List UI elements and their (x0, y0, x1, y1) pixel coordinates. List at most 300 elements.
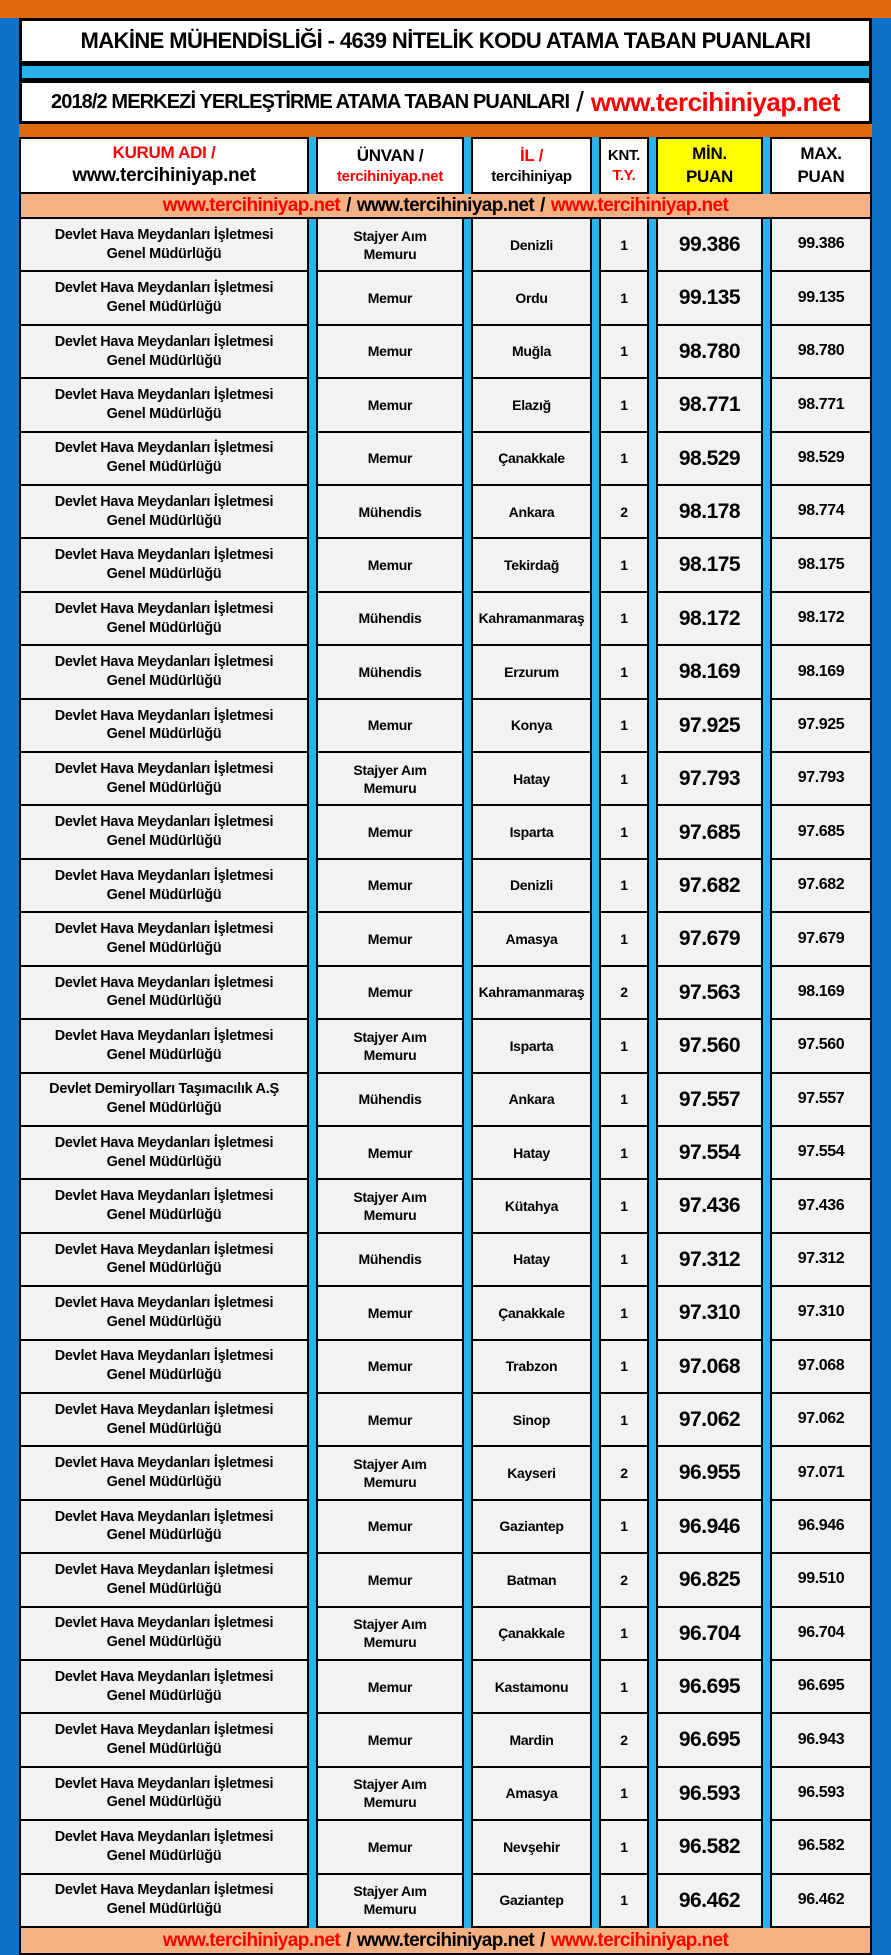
cell-unvan: Stajyer Aım Memuru (316, 219, 464, 272)
table-row (19, 1768, 872, 1821)
table-body (19, 219, 872, 1928)
subtitle-site-link[interactable]: www.tercihiniyap.net (590, 86, 840, 117)
banner-url-1[interactable]: www.tercihiniyap.net (162, 194, 341, 216)
kurum-line2: Genel Müdürlüğü (106, 1367, 222, 1384)
cell-max-puan: 97.071 (770, 1447, 872, 1500)
kurum-line2: Genel Müdürlüğü (106, 833, 222, 850)
header-min-line2: PUAN (686, 166, 733, 186)
cell-il: Ankara (471, 486, 592, 539)
cell-knt: 2 (599, 967, 649, 1020)
table-row (19, 1127, 872, 1180)
left-blue-strip (0, 18, 19, 1955)
cell-max-puan: 98.780 (770, 326, 872, 379)
cell-il: Ankara (471, 1074, 592, 1127)
bottom-site-banner (19, 1928, 872, 1955)
cell-min-puan: 96.955 (656, 1447, 763, 1500)
cell-kurum-adi (19, 1074, 309, 1127)
table-row (19, 700, 872, 753)
cell-max-puan: 97.793 (770, 753, 872, 806)
cell-il: Çanakkale (471, 1287, 592, 1340)
cell-max-puan: 97.436 (770, 1180, 872, 1233)
scores-table (19, 137, 872, 1955)
cell-il: Batman (471, 1554, 592, 1607)
kurum-line1: Devlet Hava Meydanları İşletmesi (54, 867, 274, 884)
cell-max-puan: 99.135 (770, 272, 872, 325)
outer-frame (0, 18, 891, 1955)
table-row (19, 433, 872, 486)
cell-unvan: Stajyer Aım Memuru (316, 1180, 464, 1233)
header-unvan (316, 137, 464, 194)
cell-max-puan: 97.560 (770, 1020, 872, 1073)
kurum-line1: Devlet Hava Meydanları İşletmesi (54, 493, 274, 510)
cell-unvan: Memur (316, 1394, 464, 1447)
cell-unvan: Memur (316, 1714, 464, 1767)
kurum-line2: Genel Müdürlüğü (106, 405, 222, 422)
cell-max-puan: 97.068 (770, 1341, 872, 1394)
cell-knt: 1 (599, 806, 649, 859)
kurum-line1: Devlet Hava Meydanları İşletmesi (54, 974, 274, 991)
table-row (19, 860, 872, 913)
kurum-line1: Devlet Hava Meydanları İşletmesi (54, 440, 274, 457)
cell-min-puan: 96.825 (656, 1554, 763, 1607)
cell-knt: 1 (599, 1234, 649, 1287)
kurum-line2: Genel Müdürlüğü (106, 1260, 222, 1277)
cell-min-puan: 97.793 (656, 753, 763, 806)
cell-min-puan: 98.178 (656, 486, 763, 539)
kurum-line2: Genel Müdürlüğü (106, 352, 222, 369)
kurum-line1: Devlet Hava Meydanları İşletmesi (54, 707, 274, 724)
cell-max-puan: 99.386 (770, 219, 872, 272)
right-blue-strip (872, 18, 891, 1955)
kurum-line1: Devlet Hava Meydanları İşletmesi (54, 1508, 274, 1525)
footer-url-2[interactable]: www.tercihiniyap.net (356, 1929, 535, 1951)
cell-min-puan: 98.771 (656, 379, 763, 432)
cell-kurum-adi (19, 700, 309, 753)
cell-knt: 1 (599, 1821, 649, 1874)
table-row (19, 379, 872, 432)
table-row (19, 1447, 872, 1500)
cell-il: Kahramanmaraş (471, 593, 592, 646)
cell-min-puan: 98.172 (656, 593, 763, 646)
cell-max-puan: 97.310 (770, 1287, 872, 1340)
cell-unvan: Memur (316, 433, 464, 486)
cell-unvan: Memur (316, 379, 464, 432)
cell-knt: 2 (599, 1714, 649, 1767)
kurum-line2: Genel Müdürlüğü (106, 1580, 222, 1597)
cell-knt: 1 (599, 1341, 649, 1394)
kurum-line2: Genel Müdürlüğü (106, 672, 222, 689)
cell-max-puan: 97.062 (770, 1394, 872, 1447)
kurum-line2: Genel Müdürlüğü (106, 886, 222, 903)
kurum-line2: Genel Müdürlüğü (106, 1687, 222, 1704)
cell-min-puan: 98.780 (656, 326, 763, 379)
header-max-line1: MAX. (800, 144, 842, 164)
cell-il: Hatay (471, 1234, 592, 1287)
cell-unvan: Memur (316, 806, 464, 859)
cell-min-puan: 96.946 (656, 1501, 763, 1554)
page-title-text: MAKİNE MÜHENDİSLİĞİ - 4639 NİTELİK KODU ATAMA TABAN PUANLARI (80, 28, 811, 53)
cell-min-puan: 99.386 (656, 219, 763, 272)
top-site-banner (19, 194, 872, 219)
cell-max-puan: 96.582 (770, 1821, 872, 1874)
kurum-line1: Devlet Hava Meydanları İşletmesi (54, 760, 274, 777)
cell-kurum-adi (19, 860, 309, 913)
cell-max-puan: 98.172 (770, 593, 872, 646)
header-unvan-line1: ÜNVAN / (356, 145, 424, 165)
cell-kurum-adi (19, 1180, 309, 1233)
cell-il: Hatay (471, 753, 592, 806)
table-row (19, 1661, 872, 1714)
cell-il: Kahramanmaraş (471, 967, 592, 1020)
footer-url-3[interactable]: www.tercihiniyap.net (550, 1929, 729, 1951)
cell-unvan: Mühendis (316, 486, 464, 539)
kurum-line2: Genel Müdürlüğü (106, 779, 222, 796)
cell-kurum-adi (19, 1714, 309, 1767)
cell-unvan: Memur (316, 539, 464, 592)
kurum-line2: Genel Müdürlüğü (106, 299, 222, 316)
kurum-line1: Devlet Hava Meydanları İşletmesi (54, 387, 274, 404)
cell-knt: 1 (599, 326, 649, 379)
cell-unvan: Stajyer Aım Memuru (316, 1875, 464, 1928)
kurum-line2: Genel Müdürlüğü (106, 726, 222, 743)
cell-kurum-adi (19, 913, 309, 966)
kurum-line2: Genel Müdürlüğü (106, 993, 222, 1010)
header-max-line2: PUAN (797, 166, 845, 186)
kurum-line1: Devlet Hava Meydanları İşletmesi (54, 1294, 274, 1311)
cell-min-puan: 97.685 (656, 806, 763, 859)
cell-knt: 1 (599, 700, 649, 753)
kurum-line1: Devlet Hava Meydanları İşletmesi (54, 1134, 274, 1151)
cell-min-puan: 97.679 (656, 913, 763, 966)
kurum-line1: Devlet Hava Meydanları İşletmesi (54, 1027, 274, 1044)
banner-url-2[interactable]: www.tercihiniyap.net (356, 194, 535, 216)
cell-knt: 1 (599, 1608, 649, 1661)
kurum-line1: Devlet Hava Meydanları İşletmesi (54, 1722, 274, 1739)
kurum-line1: Devlet Hava Meydanları İşletmesi (54, 600, 274, 617)
cell-unvan: Memur (316, 1287, 464, 1340)
page-subtitle (19, 81, 872, 124)
cell-kurum-adi (19, 1234, 309, 1287)
cell-max-puan: 97.312 (770, 1234, 872, 1287)
cell-unvan: Mühendis (316, 1234, 464, 1287)
page-title (19, 18, 872, 64)
header-min-line1: MİN. (692, 144, 727, 164)
cell-unvan: Memur (316, 326, 464, 379)
cell-knt: 1 (599, 753, 649, 806)
cyan-divider-band (19, 64, 872, 81)
cell-knt: 1 (599, 219, 649, 272)
header-knt-line2: T.Y. (612, 166, 636, 184)
cell-knt: 1 (599, 539, 649, 592)
footer-url-1[interactable]: www.tercihiniyap.net (162, 1929, 341, 1951)
kurum-line1: Devlet Hava Meydanları İşletmesi (54, 1348, 274, 1365)
cell-min-puan: 97.068 (656, 1341, 763, 1394)
cell-max-puan: 98.169 (770, 967, 872, 1020)
kurum-line1: Devlet Hava Meydanları İşletmesi (54, 547, 274, 564)
kurum-line2: Genel Müdürlüğü (106, 459, 222, 476)
table-row (19, 272, 872, 325)
header-min-puan (656, 137, 763, 194)
orange-divider-band (19, 124, 872, 137)
cell-knt: 1 (599, 1287, 649, 1340)
table-row (19, 1875, 872, 1928)
cell-min-puan: 96.695 (656, 1714, 763, 1767)
table-row (19, 486, 872, 539)
cell-il: Denizli (471, 860, 592, 913)
cell-il: Mardin (471, 1714, 592, 1767)
header-il (471, 137, 592, 194)
kurum-line1: Devlet Hava Meydanları İşletmesi (54, 1401, 274, 1418)
cell-kurum-adi (19, 539, 309, 592)
cell-max-puan: 97.925 (770, 700, 872, 753)
cell-kurum-adi (19, 1661, 309, 1714)
subtitle-label: 2018/2 MERKEZİ YERLEŞTİRME ATAMA TABAN PUANLARI (51, 90, 570, 113)
kurum-line2: Genel Müdürlüğü (106, 1153, 222, 1170)
cell-il: Ordu (471, 272, 592, 325)
cell-min-puan: 96.704 (656, 1608, 763, 1661)
kurum-line2: Genel Müdürlüğü (106, 1207, 222, 1224)
cell-min-puan: 98.169 (656, 646, 763, 699)
cell-min-puan: 97.312 (656, 1234, 763, 1287)
cell-il: Elazığ (471, 379, 592, 432)
cell-kurum-adi (19, 1501, 309, 1554)
footer-separator-1: / (346, 1929, 351, 1951)
footer-separator-2: / (540, 1929, 545, 1951)
cell-il: Hatay (471, 1127, 592, 1180)
cell-kurum-adi (19, 1341, 309, 1394)
cell-max-puan: 97.679 (770, 913, 872, 966)
table-row (19, 539, 872, 592)
cell-knt: 1 (599, 1127, 649, 1180)
cell-kurum-adi (19, 486, 309, 539)
cell-min-puan: 97.682 (656, 860, 763, 913)
table-row (19, 806, 872, 859)
cell-min-puan: 97.062 (656, 1394, 763, 1447)
header-kurum-adi (19, 137, 309, 194)
kurum-line2: Genel Müdürlüğü (106, 566, 222, 583)
cell-kurum-adi (19, 272, 309, 325)
cell-kurum-adi (19, 1447, 309, 1500)
cell-max-puan: 97.557 (770, 1074, 872, 1127)
table-row (19, 1020, 872, 1073)
cell-knt: 1 (599, 272, 649, 325)
cell-il: Gaziantep (471, 1875, 592, 1928)
kurum-line1: Devlet Hava Meydanları İşletmesi (54, 921, 274, 938)
header-kurum-line2: www.tercihiniyap.net (72, 165, 256, 187)
content-area (19, 18, 872, 1955)
table-row (19, 1714, 872, 1767)
kurum-line1: Devlet Hava Meydanları İşletmesi (54, 1829, 274, 1846)
cell-knt: 1 (599, 860, 649, 913)
cell-max-puan: 97.682 (770, 860, 872, 913)
cell-unvan: Memur (316, 1554, 464, 1607)
table-row (19, 1501, 872, 1554)
cell-il: Konya (471, 700, 592, 753)
cell-min-puan: 96.695 (656, 1661, 763, 1714)
header-il-line1: İL / (519, 145, 544, 165)
cell-max-puan: 98.175 (770, 539, 872, 592)
cell-knt: 1 (599, 646, 649, 699)
kurum-line2: Genel Müdürlüğü (106, 1634, 222, 1651)
table-row (19, 913, 872, 966)
cell-knt: 1 (599, 1875, 649, 1928)
cell-knt: 1 (599, 1020, 649, 1073)
cell-il: Trabzon (471, 1341, 592, 1394)
cell-il: Erzurum (471, 646, 592, 699)
cell-max-puan: 96.704 (770, 1608, 872, 1661)
cell-unvan: Memur (316, 913, 464, 966)
cell-kurum-adi (19, 1394, 309, 1447)
cell-unvan: Mühendis (316, 593, 464, 646)
banner-separator-1: / (346, 194, 351, 216)
cell-il: Amasya (471, 1768, 592, 1821)
table-row (19, 967, 872, 1020)
cell-il: Isparta (471, 1020, 592, 1073)
kurum-line1: Devlet Hava Meydanları İşletmesi (54, 1188, 274, 1205)
cell-max-puan: 96.593 (770, 1768, 872, 1821)
cell-unvan: Stajyer Aım Memuru (316, 1020, 464, 1073)
cell-il: Kastamonu (471, 1661, 592, 1714)
kurum-line1: Devlet Hava Meydanları İşletmesi (54, 1455, 274, 1472)
kurum-line2: Genel Müdürlüğü (106, 619, 222, 636)
cell-min-puan: 99.135 (656, 272, 763, 325)
cell-min-puan: 98.529 (656, 433, 763, 486)
cell-il: Kayseri (471, 1447, 592, 1500)
table-row (19, 1287, 872, 1340)
cell-min-puan: 97.436 (656, 1180, 763, 1233)
kurum-line2: Genel Müdürlüğü (106, 1847, 222, 1864)
kurum-line2: Genel Müdürlüğü (106, 1527, 222, 1544)
cell-unvan: Memur (316, 967, 464, 1020)
cell-knt: 1 (599, 379, 649, 432)
kurum-line1: Devlet Hava Meydanları İşletmesi (54, 654, 274, 671)
cell-max-puan: 96.462 (770, 1875, 872, 1928)
cell-il: Amasya (471, 913, 592, 966)
kurum-line2: Genel Müdürlüğü (106, 1741, 222, 1758)
cell-max-puan: 98.529 (770, 433, 872, 486)
cell-il: Nevşehir (471, 1821, 592, 1874)
cell-il: Gaziantep (471, 1501, 592, 1554)
cell-knt: 2 (599, 1447, 649, 1500)
table-row (19, 1554, 872, 1607)
cell-max-puan: 97.685 (770, 806, 872, 859)
cell-il: Kütahya (471, 1180, 592, 1233)
cell-kurum-adi (19, 1608, 309, 1661)
kurum-line1: Devlet Hava Meydanları İşletmesi (54, 1615, 274, 1632)
cell-unvan: Memur (316, 700, 464, 753)
kurum-line1: Devlet Demiryolları Taşımacılık A.Ş (49, 1081, 279, 1098)
cell-il: Muğla (471, 326, 592, 379)
table-row (19, 646, 872, 699)
cell-il: Çanakkale (471, 1608, 592, 1661)
cell-kurum-adi (19, 433, 309, 486)
cell-min-puan: 96.582 (656, 1821, 763, 1874)
cell-kurum-adi (19, 1127, 309, 1180)
kurum-line2: Genel Müdürlüğü (106, 1474, 222, 1491)
cell-min-puan: 97.925 (656, 700, 763, 753)
cell-kurum-adi (19, 219, 309, 272)
cell-kurum-adi (19, 806, 309, 859)
cell-knt: 1 (599, 1394, 649, 1447)
cell-kurum-adi (19, 593, 309, 646)
cell-unvan: Memur (316, 1661, 464, 1714)
header-kurum-line1: KURUM ADI / (112, 143, 216, 163)
cell-max-puan: 96.943 (770, 1714, 872, 1767)
table-row (19, 1608, 872, 1661)
cell-kurum-adi (19, 1768, 309, 1821)
kurum-line2: Genel Müdürlüğü (106, 1046, 222, 1063)
cell-kurum-adi (19, 967, 309, 1020)
cell-min-puan: 97.563 (656, 967, 763, 1020)
cell-unvan: Memur (316, 272, 464, 325)
cell-min-puan: 96.462 (656, 1875, 763, 1928)
table-row (19, 753, 872, 806)
cell-unvan: Memur (316, 860, 464, 913)
kurum-line1: Devlet Hava Meydanları İşletmesi (54, 280, 274, 297)
cell-il: Çanakkale (471, 433, 592, 486)
cell-knt: 1 (599, 1180, 649, 1233)
cell-kurum-adi (19, 1287, 309, 1340)
cell-kurum-adi (19, 1554, 309, 1607)
table-row (19, 1234, 872, 1287)
cell-unvan: Mühendis (316, 1074, 464, 1127)
table-row (19, 593, 872, 646)
cell-il: Tekirdağ (471, 539, 592, 592)
header-unvan-line2: tercihiniyap.net (336, 167, 444, 185)
cell-unvan: Memur (316, 1127, 464, 1180)
cell-kurum-adi (19, 1020, 309, 1073)
cell-kurum-adi (19, 753, 309, 806)
cell-knt: 1 (599, 593, 649, 646)
cell-unvan: Mühendis (316, 646, 464, 699)
cell-max-puan: 96.695 (770, 1661, 872, 1714)
cell-max-puan: 97.554 (770, 1127, 872, 1180)
cell-il: Isparta (471, 806, 592, 859)
cell-unvan: Memur (316, 1821, 464, 1874)
banner-separator-2: / (540, 194, 545, 216)
cell-unvan: Stajyer Aım Memuru (316, 1768, 464, 1821)
cell-unvan: Stajyer Aım Memuru (316, 1608, 464, 1661)
cell-min-puan: 97.560 (656, 1020, 763, 1073)
kurum-line1: Devlet Hava Meydanları İşletmesi (54, 1775, 274, 1792)
table-row (19, 1074, 872, 1127)
top-orange-bar (0, 0, 891, 18)
kurum-line1: Devlet Hava Meydanları İşletmesi (54, 1882, 274, 1899)
cell-kurum-adi (19, 646, 309, 699)
cell-max-puan: 98.771 (770, 379, 872, 432)
cell-knt: 2 (599, 1554, 649, 1607)
kurum-line1: Devlet Hava Meydanları İşletmesi (54, 1562, 274, 1579)
table-row (19, 1341, 872, 1394)
cell-min-puan: 97.310 (656, 1287, 763, 1340)
kurum-line1: Devlet Hava Meydanları İşletmesi (54, 226, 274, 243)
kurum-line2: Genel Müdürlüğü (106, 512, 222, 529)
cell-knt: 1 (599, 1074, 649, 1127)
kurum-line2: Genel Müdürlüğü (106, 1313, 222, 1330)
cell-il: Denizli (471, 219, 592, 272)
kurum-line2: Genel Müdürlüğü (106, 1901, 222, 1918)
banner-url-3[interactable]: www.tercihiniyap.net (550, 194, 729, 216)
cell-min-puan: 96.593 (656, 1768, 763, 1821)
table-row (19, 1821, 872, 1874)
header-knt-line1: KNT. (607, 147, 641, 164)
kurum-line2: Genel Müdürlüğü (106, 939, 222, 956)
kurum-line2: Genel Müdürlüğü (106, 1100, 222, 1117)
header-il-line2: tercihiniyap (491, 167, 572, 185)
cell-knt: 1 (599, 1661, 649, 1714)
cell-kurum-adi (19, 379, 309, 432)
table-row (19, 219, 872, 272)
